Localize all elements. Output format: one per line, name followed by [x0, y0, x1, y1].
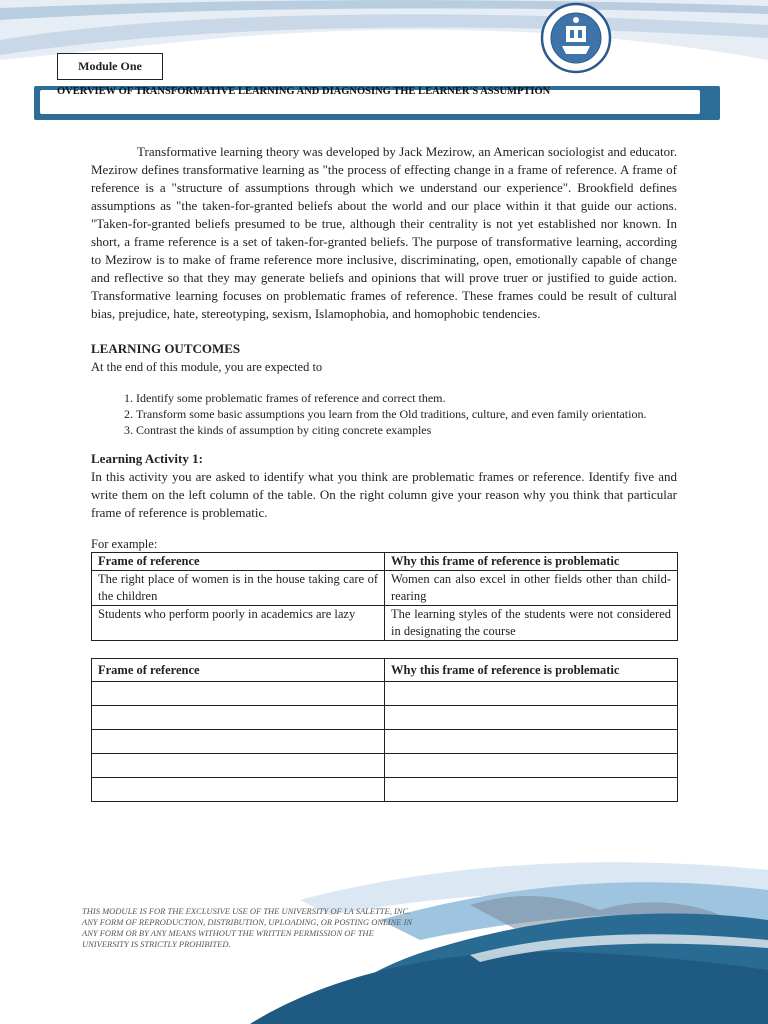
table-row — [92, 606, 678, 641]
table-cell: Women can also excel in other fields other than child-rearing — [385, 571, 678, 606]
example-label: For example: — [91, 537, 158, 551]
answer-cell[interactable] — [385, 706, 678, 730]
answer-cell[interactable] — [92, 682, 385, 706]
answer-table — [91, 658, 678, 802]
outcome-item: 1. Identify some problematic frames of reference and correct them. — [136, 390, 677, 406]
table-row — [92, 730, 678, 754]
table-row — [92, 682, 678, 706]
learning-outcomes-heading: LEARNING OUTCOMES — [91, 341, 241, 356]
outcome-item: 3. Contrast the kinds of assumption by citing concrete examples — [136, 422, 677, 438]
university-seal-logo — [540, 2, 612, 74]
answer-cell[interactable] — [385, 778, 678, 802]
answer-cell[interactable] — [385, 730, 678, 754]
activity-instructions: In this activity you are asked to identify what you think are problematic frames or reference. Identify five and write them on the left column of the table. On the right column give your reason why you think that particular frame of reference is problematic. — [91, 469, 677, 520]
table-header-cell: Why this frame of reference is problematic — [385, 553, 678, 571]
table-row — [92, 706, 678, 730]
table-header-cell: Frame of reference — [92, 553, 385, 571]
answer-cell[interactable] — [92, 706, 385, 730]
example-table — [91, 552, 678, 641]
module-title: OVERVIEW OF TRANSFORMATIVE LEARNING AND DIAGNOSING THE LEARNER'S ASSUMPTION — [57, 86, 551, 97]
answer-cell[interactable] — [385, 682, 678, 706]
learning-outcomes-list — [91, 390, 677, 438]
table-header-row — [92, 659, 678, 682]
main-content — [91, 143, 677, 802]
outcome-item: 2. Transform some basic assumptions you learn from the Old traditions, culture, and even family orientation. — [136, 406, 677, 422]
answer-cell[interactable] — [92, 754, 385, 778]
table-header-row — [92, 553, 678, 571]
activity-heading: Learning Activity 1: — [91, 451, 203, 466]
intro-paragraph: Transformative learning theory was developed by Jack Mezirow, an American sociologist and educator. Mezirow defines transformative learning as "the process of effecting change in a frame of reference. A frame of reference is a "structure of assumptions through which we understand our experience". Brookfield defines assumptions as "the taken-for-granted beliefs about the world and our place within it that guide our actions. "Taken-for-granted beliefs presumed to be true, although their centrality is not yet established nor known. In short, a frame reference is a set of taken-for-granted beliefs. The purpose of transformative learning, according to Mezirow is to make of frame reference more inclusive, discriminating, open, emotionally capable of change and reflective so that they may generate beliefs and opinions that will prove truer or justified to guide action. Transformative learning focuses on problematic frames of reference. These frames could be result of cultural bias, prejudice, hate, stereotyping, sexism, Islamophobia, and homophobic tendencies. — [91, 144, 677, 321]
table-cell: Students who perform poorly in academics are lazy — [92, 606, 385, 641]
learning-outcomes-lead: At the end of this module, you are expected to — [91, 360, 323, 374]
table-row — [92, 754, 678, 778]
table-cell: The learning styles of the students were not considered in designating the course — [385, 606, 678, 641]
table-header-cell: Why this frame of reference is problematic — [385, 659, 678, 682]
table-row — [92, 778, 678, 802]
module-label: Module One — [57, 53, 163, 80]
answer-cell[interactable] — [92, 778, 385, 802]
answer-cell[interactable] — [385, 754, 678, 778]
table-header-cell: Frame of reference — [92, 659, 385, 682]
copyright-notice: THIS MODULE IS FOR THE EXCLUSIVE USE OF THE UNIVERSITY OF LA SALETTE, INC. ANY FORM OF REPRODUCTION, DISTRIBUTION, UPLOADING, OR POSTING ONLINE IN ANY FORM OR BY ANY MEANS WITHOUT THE WRITTEN PERMISSION OF THE UNIVERSITY IS STRICTLY PROHIBITED. — [82, 906, 413, 949]
table-cell: The right place of women is in the house taking care of the children — [92, 571, 385, 606]
table-row — [92, 571, 678, 606]
answer-cell[interactable] — [92, 730, 385, 754]
